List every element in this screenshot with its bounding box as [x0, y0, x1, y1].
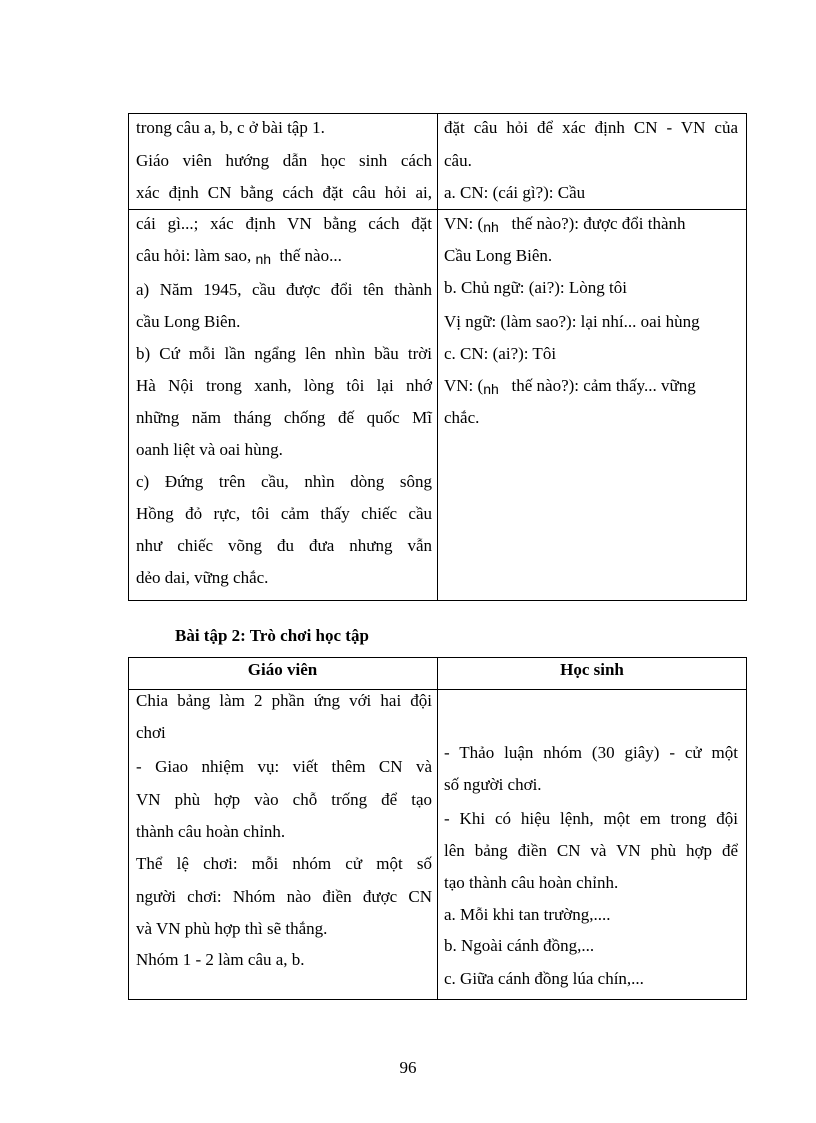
text-line: b. Chủ ngữ: (ai?): Lòng tôi [444, 278, 627, 297]
text-line: và VN phù hợp thì sẽ thắng. [136, 919, 328, 938]
text-line: Chia bảng làm 2 phần ứng với hai đội [136, 691, 432, 710]
nh-fragment: nh [255, 251, 272, 267]
text-line: a. CN: (cái gì?): Cầu [444, 183, 586, 202]
text-line: xác định CN bằng cách đặt câu hỏi ai, [136, 183, 432, 202]
text-line: c. CN: (ai?): Tôi [444, 344, 557, 363]
text-line: Thể lệ chơi: mỗi nhóm cử một số [136, 854, 432, 873]
page-number: 96 [399, 1058, 417, 1077]
text-line: cầu Long Biên. [136, 312, 241, 331]
text-line: dẻo dai, vững chắc. [136, 568, 269, 587]
text-line: c) Đứng trên cầu, nhìn dòng sông [136, 472, 432, 491]
text-line: Giáo viên hướng dẫn học sinh cách [136, 151, 432, 170]
text-line: trong câu a, b, c ở bài tập 1. [136, 118, 325, 137]
section-heading: Bài tập 2: Trò chơi học tập [175, 626, 369, 645]
text-line: Vị ngữ: (làm sao?): lại nhí... oai hùng [444, 312, 700, 331]
text-line: - Khi có hiệu lệnh, một em trong đội [444, 809, 738, 828]
column-divider [437, 114, 438, 600]
text-fragment: câu hỏi: làm sao, [136, 246, 252, 265]
row-divider [129, 209, 746, 210]
column-header-student: Học sinh [560, 660, 624, 679]
text-line: tạo thành câu hoàn chỉnh. [444, 873, 619, 892]
text-line: cái gì...; xác định VN bằng cách đặt [136, 214, 432, 233]
text-line: VN phù hợp vào chỗ trống để tạo [136, 790, 432, 809]
text-line: Cầu Long Biên. [444, 246, 553, 265]
text-line: câu. [444, 151, 472, 170]
text-fragment: thế nào... [279, 246, 342, 265]
text-line: - Giao nhiệm vụ: viết thêm CN và [136, 757, 432, 776]
text-line: b. Ngoài cánh đồng,... [444, 936, 595, 955]
header-divider [129, 689, 746, 690]
text-line: đặt câu hỏi để xác định CN - VN của [444, 118, 738, 137]
text-line [444, 214, 738, 234]
text-fragment: thế nào?): được đổi thành [511, 214, 686, 233]
text-line: - Thảo luận nhóm (30 giây) - cử một [444, 743, 738, 762]
text-fragment: VN: ( [444, 214, 484, 233]
text-line: thành câu hoàn chỉnh. [136, 822, 286, 841]
text-line: như chiếc võng đu đưa nhưng vẫn [136, 536, 432, 555]
text-line: Hà Nội trong xanh, lòng tôi lại nhớ [136, 376, 432, 395]
text-line: những năm tháng chống đế quốc Mĩ [136, 408, 432, 427]
text-line [136, 246, 432, 266]
text-line: a) Năm 1945, cầu được đổi tên thành [136, 280, 432, 299]
text-line: số người chơi. [444, 775, 542, 794]
text-line [444, 376, 738, 396]
text-fragment: VN: ( [444, 376, 484, 395]
text-line: Hồng đỏ rực, tôi cảm thấy chiếc cầu [136, 504, 432, 523]
text-line: người chơi: Nhóm nào điền được CN [136, 887, 432, 906]
nh-fragment: nh [483, 219, 499, 235]
nh-fragment: nh [483, 381, 499, 397]
text-line: Nhóm 1 - 2 làm câu a, b. [136, 950, 305, 969]
text-fragment: thế nào?): cảm thấy... vững [511, 376, 696, 395]
text-line: c. Giữa cánh đồng lúa chín,... [444, 969, 644, 988]
text-line: lên bảng điền CN và VN phù hợp để [444, 841, 738, 860]
column-header-teacher: Giáo viên [247, 660, 318, 679]
text-line: chơi [136, 723, 166, 742]
text-line: b) Cứ mỗi lần ngẩng lên nhìn bầu trời [136, 344, 432, 363]
text-line: chắc. [444, 408, 480, 427]
column-divider [437, 658, 438, 999]
text-line: a. Mỗi khi tan trường,.... [444, 905, 611, 924]
text-line: oanh liệt và oai hùng. [136, 440, 283, 459]
